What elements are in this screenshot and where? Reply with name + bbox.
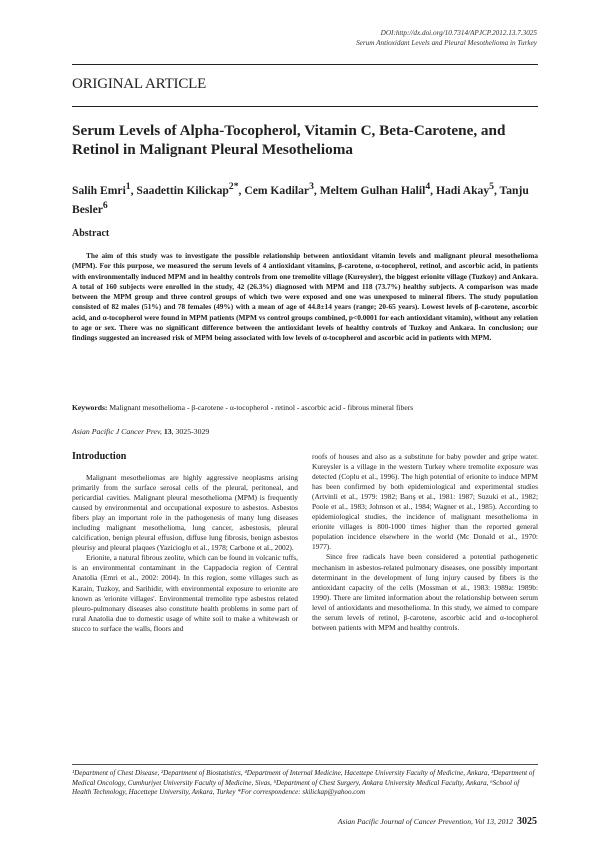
citation-journal: Asian Pacific J Cancer Prev, bbox=[72, 427, 162, 436]
author-affiliation: 1 bbox=[125, 181, 131, 192]
citation bbox=[72, 427, 209, 436]
doi-link[interactable]: DOI:http://dx.doi.org/10.7314/APJCP.2012.13.7.3025 bbox=[380, 29, 537, 37]
abstract-text: The aim of this study was to investigate the possible relationship between antioxidant vitamin levels and malignant pleural mesothelioma (MPM). For this purpose, we measured the serum levels of 4 antioxidant vitamins, β-carotene, α-tocopherol, retinol, and ascorbic acid, in patients with environmentally induced MPM and in healthy controls from one tremolite village (Kureysler), the biggest erionite village (Tuzkoy) and Ankara. A total of 160 subjects were enrolled in the study, 42 (26.3%) diagnosed with MPM and 118 (73.7%) healthy subjects. A comparison was made between the MPM group and three control groups of which two were exposed and one was unexposed to mineral fibers. The study population consisted of 82 males (51%) and 78 females (49%) with a mean of age of 44.8±14 years (range; 20-65 years). Lowest levels of β-carotene, ascorbic acid, and α-tocopherol were found in MPM patients (MPM vs control groups combined, p<0.0001 for each antioxidant vitamin), without any relation to age or sex. There was no significant difference between the antioxidant levels of healthy controls of Tuzkoy and Ankara. In conclusion; our findings suggested an increased risk of MPM being associated with low levels of α-tocopherol and ascorbic acid in patients with MPM. bbox=[72, 251, 538, 342]
affiliation-footnote: ¹Department of Chest Disease, ²Department of Biostatistics, ⁴Department of Internal Medicine, Hacettepe University Faculty of Medicine, Ankara, ³Department of Medical Oncology, Cumhuriyet University Faculty of Medicine, Sivas, ⁵Department of Chest Surgery, Ankara University Medical Faculty, Ankara, ⁶School of Health Technology, Hacettepe University, Ankara, Turkey *For correspondence: skilickap@yahoo.com bbox=[72, 769, 535, 797]
body-column-right bbox=[312, 452, 538, 633]
page-number: 3025 bbox=[517, 816, 537, 827]
author-name: Tanju Besler bbox=[72, 183, 529, 217]
citation-volume: 13 bbox=[163, 427, 172, 436]
paragraph: Erionite, a natural fibrous zeolite, which can be found in volcanic tuffs, is an environmental contaminant in the Cappadocia region of Central Anatolia (Emri et al., 2002: 2004). In this region, some villages such as Karain, Tuzkoy, and Sarihidir, with environmental exposure to erionite are known as 'erionite villages'. Environmental tremolite type asbestos related pleuro-pulmonary diseases also constitute health problems in some part of rural Anatolia due to domestic usage of white soil to make a whitewash or stucco to surface the walls, floors and bbox=[72, 553, 298, 633]
author-affiliation: 4 bbox=[425, 181, 431, 192]
page-footer bbox=[338, 816, 537, 827]
author-name: Saadettin Kilickap bbox=[136, 183, 229, 197]
paragraph: Malignant mesotheliomas are highly aggressive neoplasms arising primarily from the surface serosal cells of the pleural, peritoneal, and pericardial cavities. Malignant pleural mesothelioma (MPM) is frequently caused by environmental and occupational exposure to asbestos. Asbestos fibers play an important role in the pathogenesis of many lung diseases including malignant mesothelioma, lung cancer, asbestosis, pleural calcification, benign pleural effusion, diffuse lung fibrosis, benign asbestos pleurisy and pleural plaques (Yazicioglu et al., 1978; Carbone et al., 2002). bbox=[72, 473, 298, 553]
title-rule bbox=[72, 106, 538, 107]
paragraph: roofs of houses and also as a substitute for baby powder and gripe water. Kureysler is a village in the western Turkey where tremolite exposure was detected (Coplu et al., 1996). The high potential of erionite to induce MPM has been confirmed by both epidemiological and experimental studies (Artvinli et al., 1979: 1982; Barış et al., 1981: 1987; Suzuki et al., 1982; Poole et al., 1983; Johnson et al., 1984; Wagner et al., 1985). According to epidemiological studies, the incidence of malignant mesothelioma in erionite villages is 800-1000 times higher than the reported general population incidence elsewhere in the world (Mc Donald et al., 1970: 1977). bbox=[312, 452, 538, 552]
abstract-heading: Abstract bbox=[72, 228, 110, 239]
author-affiliation: 6 bbox=[102, 200, 108, 212]
author-name: Meltem Gulhan Halil bbox=[319, 183, 426, 197]
running-title: Serum Antioxidant Levels and Pleural Mesothelioma in Turkey bbox=[356, 38, 537, 47]
author-name: Salih Emri bbox=[72, 183, 126, 197]
running-header bbox=[356, 29, 537, 48]
keywords-label: Keywords: bbox=[72, 403, 108, 412]
author-list: Salih Emri$^1$, Saadettin Kilickap$^{2*}$, Cem Kadilar$^3$, Meltem Gulhan Halil$^4$, Hadi Akay$^5$, Tanju Besler$^6$ bbox=[72, 181, 529, 217]
introduction-heading: Introduction bbox=[72, 451, 127, 462]
author-name: Cem Kadilar bbox=[244, 183, 310, 197]
top-rule bbox=[72, 64, 538, 65]
author-name: Hadi Akay bbox=[435, 183, 490, 197]
citation-pages: , 3025-3029 bbox=[171, 427, 210, 436]
footnote-rule bbox=[72, 764, 538, 765]
keywords-text: Malignant mesothelioma - β-carotene - α-tocopherol - retinol - ascorbic acid - fibrous mineral fibers bbox=[109, 403, 414, 412]
section-label: ORIGINAL ARTICLE bbox=[72, 76, 207, 92]
footer-journal: Asian Pacific Journal of Cancer Prevention, Vol 13, 2012 bbox=[337, 817, 513, 826]
article-title: Serum Levels of Alpha-Tocopherol, Vitamin C, Beta-Carotene, and Retinol in Malignant Pleural Mesothelioma bbox=[72, 122, 506, 158]
paragraph: Since free radicals have been considered a potential pathogenetic mechanism in asbestos-related pulmonary diseases, one possibly important determinant in the development of lung injury caused by fibers is the antioxidant capacity of the cells (Mossman et al., 1983: 1989a: 1989b: 1990). There are limited information about the relationship between serum level of antioxidants and mesothelioma. In this study, we aimed to compare the serum levels of retinol, β-carotene, ascorbic acid and α-tocopherol between patients with MPM and healthy controls. bbox=[312, 552, 538, 632]
keywords bbox=[72, 403, 538, 413]
author-affiliation: 3 bbox=[309, 181, 314, 192]
body-column-left bbox=[72, 473, 298, 634]
author-affiliation: 5 bbox=[489, 181, 494, 192]
author-affiliation: 2* bbox=[228, 181, 239, 192]
